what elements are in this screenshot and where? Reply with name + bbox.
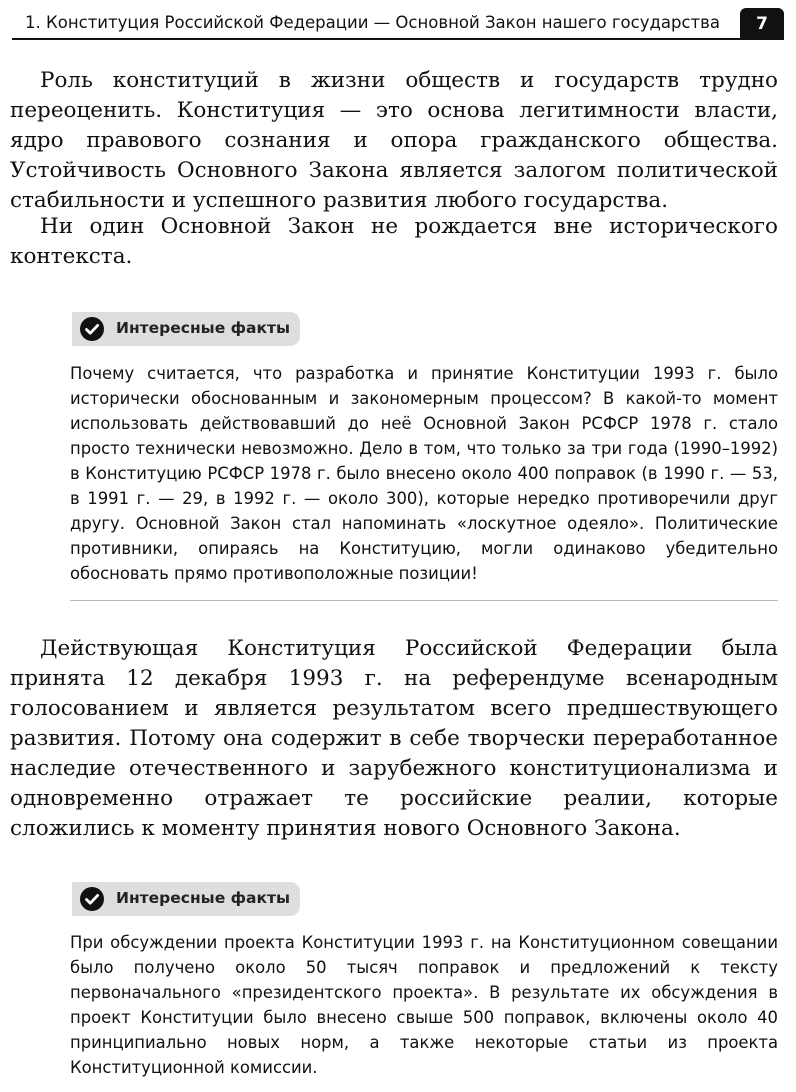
check-circle-icon — [80, 887, 104, 911]
paragraph-intro: Роль конституций в жизни обществ и государств трудно переоценить. Конституция — это основа легитимности власти, ядро правового сознания и опора гражданского общества. Устойчивость Основного Закона является залогом политической стабильности и успешного развития любого государства. — [10, 68, 778, 213]
check-circle-icon — [80, 317, 104, 341]
facts-title: Интересные факты — [116, 319, 290, 337]
facts-title: Интересные факты — [116, 889, 290, 907]
facts-label-1 — [72, 312, 300, 346]
paragraph-context: Ни один Основной Закон не рождается вне исторического контекста. — [10, 214, 778, 269]
facts-text-2: При обсуждении проекта Конституции 1993 г. на Конституционном совещании было получено около 50 тысяч поправок и предложений к тексту первоначального «президентского проекта». В результате их обсуждения в проект Конституции было внесено свыше 500 поправок, включены около 40 принципиально новых норм, а также некоторые статьи из проекта Конституционной комиссии. — [70, 933, 778, 1077]
running-title: 1. Конституция Российской Федерации — Основной Закон нашего государства — [25, 13, 720, 32]
facts-text-1: Почему считается, что разработка и принятие Конституции 1993 г. было исторически обоснованным и закономерным процессом? В какой-то момент использовать действовавший до неё Основной Закон РСФСР 1978 г. стало просто технически невозможно. Дело в том, что только за три года (1990–1992) в Конституцию РСФСР 1978 г. было внесено около 400 поправок (в 1990 г. — 53, в 1991 г. — 29, в 1992 г. — около 300), которые нередко противоречили друг другу. Основной Закон стал напоминать «лоскутное одеяло». Политические противники, опираясь на Конституцию, могли одинаково убедительно обосновать прямо противоположные позиции! — [70, 364, 778, 583]
paragraph-constitution-1993: Действующая Конституция Российской Федерации была принята 12 декабря 1993 г. на референдуме всенародным голосованием и является результатом всего предшествующего развития. Потому она содержит в себе творчески переработанное наследие отечественного и зарубежного конституционализма и одновременно отражает те российские реалии, которые сложились к моменту принятия нового Основного Закона. — [10, 636, 778, 841]
page-header — [12, 8, 784, 38]
page-number: 7 — [740, 8, 784, 40]
header-rule — [12, 38, 740, 40]
facts-divider-1 — [70, 600, 778, 601]
facts-label-2 — [72, 882, 300, 916]
